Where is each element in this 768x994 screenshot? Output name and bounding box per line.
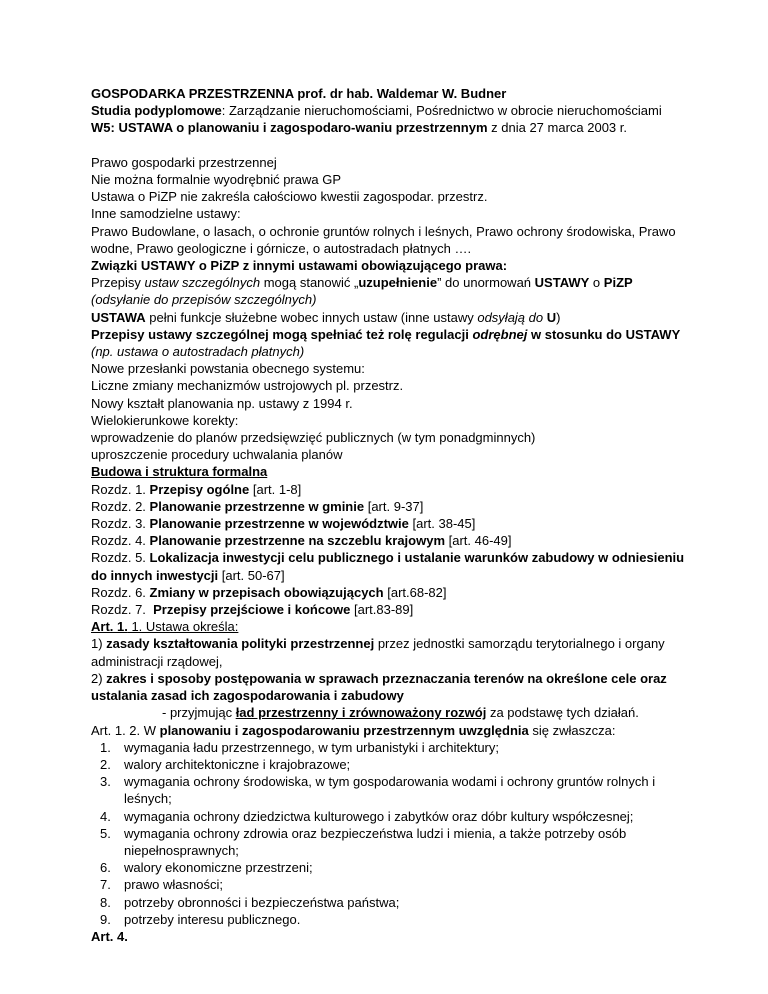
article-1-section-2: Art. 1. 2. W planowaniu i zagospodarowaniu przestrzennym uwzględnia się zwłaszcza: [91, 722, 616, 738]
list-item: 8. potrzeby obronności i bezpieczeństwa państwa; [100, 894, 400, 910]
article-1-point-1: 1) zasady kształtowania polityki przestrzennej przez jednostki samorządu terytorialnego i organy administracji rządowej, [91, 636, 665, 669]
paragraph: Nie można formalnie wyodrębnić prawa GP [91, 172, 341, 187]
spacer [91, 137, 691, 154]
paragraph: Nowy kształt planowania np. ustawy z 1994 r. [91, 395, 353, 411]
chapter-item: Rozdz. 4. Planowanie przestrzenne na szczeblu krajowym [art. 46-49] [91, 533, 512, 549]
paragraph: Przepisy ustawy szczególnej mogą spełniać też rolę regulacji odrębnej w stosunku do USTAWY (np. ustawa o autostradach płatnych) [91, 326, 681, 360]
list-item: 6. walory ekonomiczne przestrzeni; [100, 860, 313, 876]
chapter-item: Rozdz. 3. Planowanie przestrzenne w województwie [art. 38-45] [91, 516, 476, 532]
list-item: 3. wymagania ochrony środowiska, w tym gospodarowania wodami i ochrony gruntów rolnych i leśnych; [100, 774, 656, 807]
document-body [91, 85, 691, 945]
list-item: 5. wymagania ochrony zdrowia oraz bezpieczeństwa ludzi i mienia, a także potrzeby osób niepełnosprawnych; [100, 825, 627, 858]
list-item: 9. potrzeby interesu publicznego. [100, 911, 301, 927]
paragraph: Prawo gospodarki przestrzennej [91, 154, 277, 170]
paragraph: Inne samodzielne ustawy: [91, 206, 241, 222]
article-1-point-2: 2) zakres i sposoby postępowania w sprawach przeznaczania terenów na określone cele oraz ustalania zasad ich zagospodarowania i zabudowy [91, 670, 667, 704]
paragraph: Liczne zmiany mechanizmów ustrojowych pl. przestrz. [91, 378, 404, 394]
chapter-item: Rozdz. 7. Przepisy przejściowe i końcowe [art.83-89] [91, 602, 414, 618]
chapter-item: Rozdz. 6. Zmiany w przepisach obowiązujących [art.68-82] [91, 584, 447, 600]
paragraph: (odsyłanie do przepisów szczególnych) [91, 292, 317, 308]
paragraph: Nowe przesłanki powstania obecnego systemu: [91, 361, 365, 377]
paragraph: USTAWA pełni funkcje służebne wobec innych ustaw (inne ustawy odsyłają do U) [91, 309, 561, 325]
studies-line: Studia podyplomowe: Zarządzanie nieruchomościami, Pośrednictwo w obrocie nieruchomościami [91, 103, 662, 119]
paragraph: Przepisy ustaw szczególnych mogą stanowić „uzupełnienie” do unormowań USTAWY o PiZP [91, 275, 633, 291]
section-heading-relations: Związki USTAWY o PiZP z innymi ustawami obowiązującego prawa: [91, 258, 508, 274]
document-title: GOSPODARKA PRZESTRZENNA prof. dr hab. Waldemar W. Budner [91, 86, 507, 101]
list-item: 2. walory architektoniczne i krajobrazowe; [100, 756, 351, 772]
list-item: 1. wymagania ładu przestrzennego, w tym urbanistyki i architektury; [100, 739, 499, 755]
article-1-heading: Art. 1. 1. Ustawa określa: [91, 619, 239, 635]
article-1-basis: - przyjmując ład przestrzenny i zrównoważony rozwój za podstawę tych działań. [162, 705, 639, 721]
paragraph: wprowadzenie do planów przedsięwzięć publicznych (w tym ponadgminnych) [91, 430, 536, 446]
article-4-heading: Art. 4. [91, 928, 128, 944]
chapter-item: Rozdz. 1. Przepisy ogólne [art. 1-8] [91, 481, 302, 497]
lecture-line: W5: USTAWA o planowaniu i zagospodaro-waniu przestrzennym z dnia 27 marca 2003 r. [91, 120, 628, 136]
section-heading-structure: Budowa i struktura formalna [91, 464, 268, 480]
chapter-item: Rozdz. 2. Planowanie przestrzenne w gminie [art. 9-37] [91, 498, 424, 514]
paragraph: uproszczenie procedury uchwalania planów [91, 447, 343, 463]
paragraph: Wielokierunkowe korekty: [91, 412, 239, 428]
list-item: 4. wymagania ochrony dziedzictwa kulturowego i zabytków oraz dóbr kultury współczesnej; [100, 808, 634, 824]
list-item: 7. prawo własności; [100, 877, 223, 893]
paragraph: Ustawa o PiZP nie zakreśla całościowo kwestii zagospodar. przestrz. [91, 189, 488, 205]
considerations-list [91, 739, 691, 928]
chapter-item: Rozdz. 5. Lokalizacja inwestycji celu publicznego i ustalanie warunków zabudowy w odniesieniu do innych inwestycji [art. 50-67] [91, 550, 685, 583]
paragraph: Prawo Budowlane, o lasach, o ochronie gruntów rolnych i leśnych, Prawo ochrony środowiska, Prawo wodne, Prawo geologiczne i górnicze, o autostradach płatnych …. [91, 223, 676, 256]
